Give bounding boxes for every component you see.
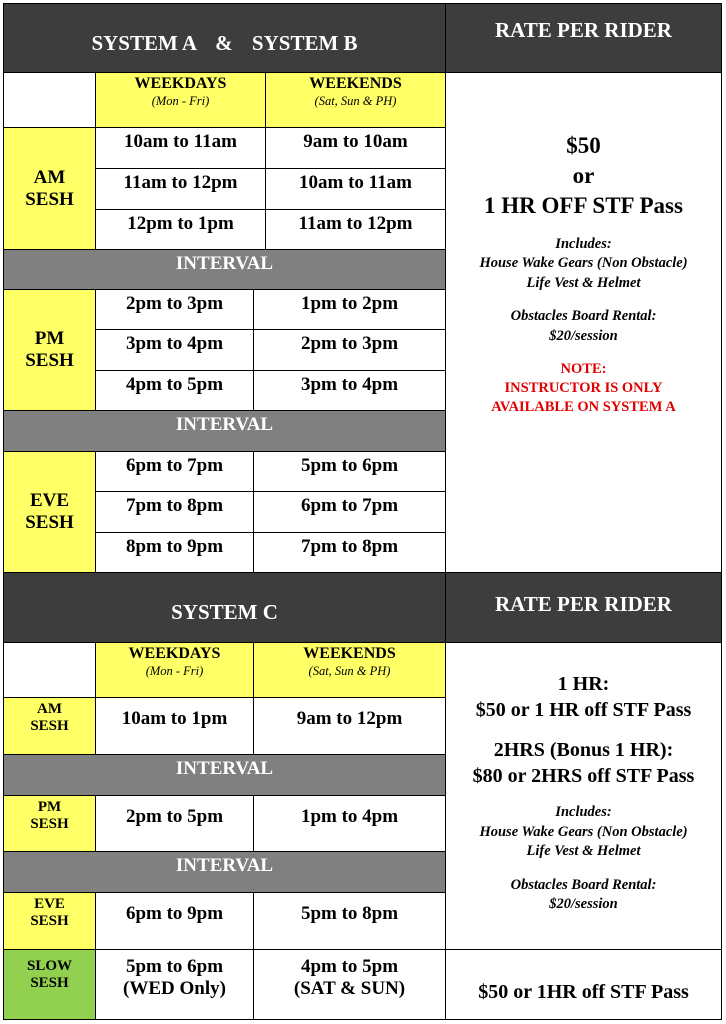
pm-weekday-slot-2: 3pm to 4pm bbox=[95, 329, 254, 371]
board-rental-label: Obstacles Board Rental: bbox=[510, 308, 657, 325]
includes-gear-2: Life Vest & Helmet bbox=[526, 274, 641, 291]
eve-sesh-label-ab: EVE SESH bbox=[3, 451, 96, 573]
interval-bar-ab-1: INTERVAL bbox=[3, 249, 446, 290]
pm-weekend-slot-3: 3pm to 4pm bbox=[253, 370, 446, 411]
slow-sesh-label-c: SLOW SESH bbox=[3, 949, 96, 1020]
eve-weekday-c: 6pm to 9pm bbox=[95, 892, 254, 950]
note-label: NOTE: bbox=[560, 361, 607, 378]
weekdays-header-ab bbox=[95, 72, 266, 128]
system-c-title: SYSTEM C bbox=[171, 600, 278, 624]
am-sesh-label-c: AM SESH bbox=[3, 697, 96, 755]
includes-label-c: Includes: bbox=[555, 804, 612, 820]
eve-weekend-slot-3: 7pm to 8pm bbox=[253, 532, 446, 573]
rate-panel-ab bbox=[445, 72, 722, 573]
slow-weekday-c: 5pm to 6pm (WED Only) bbox=[95, 949, 254, 1020]
includes-gear-1-c: House Wake Gears (Non Obstacle) bbox=[479, 823, 688, 840]
rate-header-c bbox=[445, 572, 722, 643]
pm-sesh-label-ab: PM SESH bbox=[3, 289, 96, 411]
am-weekday-slot-3: 12pm to 1pm bbox=[95, 209, 266, 250]
pm-weekend-c: 1pm to 4pm bbox=[253, 795, 446, 852]
board-rental-label-c: Obstacles Board Rental: bbox=[510, 876, 657, 893]
eve-weekday-slot-2: 7pm to 8pm bbox=[95, 491, 254, 533]
eve-weekend-slot-2: 6pm to 7pm bbox=[253, 491, 446, 533]
slow-weekend-c: 4pm to 5pm (SAT & SUN) bbox=[253, 949, 446, 1020]
blank-corner-c bbox=[3, 642, 96, 698]
rate-header-ab bbox=[445, 3, 722, 73]
eve-weekday-slot-3: 8pm to 9pm bbox=[95, 532, 254, 573]
eve-sesh-label-c: EVE SESH bbox=[3, 892, 96, 950]
am-weekday-c: 10am to 1pm bbox=[95, 697, 254, 755]
am-weekend-slot-1: 9am to 10am bbox=[265, 127, 446, 169]
pm-weekday-c: 2pm to 5pm bbox=[95, 795, 254, 852]
ampersand: & bbox=[215, 30, 233, 55]
pm-weekend-slot-1: 1pm to 2pm bbox=[253, 289, 446, 330]
pm-weekend-slot-2: 2pm to 3pm bbox=[253, 329, 446, 371]
rate-1hr-price: $50 or 1 HR off STF Pass bbox=[475, 699, 692, 721]
rate-or: or bbox=[572, 162, 595, 188]
interval-bar-c-1: INTERVAL bbox=[3, 754, 446, 796]
pm-weekday-slot-3: 4pm to 5pm bbox=[95, 370, 254, 411]
includes-gear-2-c: Life Vest & Helmet bbox=[526, 843, 641, 860]
weekends-header-ab bbox=[265, 72, 446, 128]
rate-price: $50 bbox=[566, 133, 601, 158]
weekends-label: WEEKENDS bbox=[309, 75, 402, 92]
rate-header-label: RATE PER RIDER bbox=[495, 17, 672, 42]
am-weekend-c: 9am to 12pm bbox=[253, 697, 446, 755]
am-weekday-slot-1: 10am to 11am bbox=[95, 127, 266, 169]
rate-header-label-c: RATE PER RIDER bbox=[495, 592, 672, 616]
am-sesh-label-ab: AM SESH bbox=[3, 127, 96, 250]
pm-weekday-slot-1: 2pm to 3pm bbox=[95, 289, 254, 330]
rate-pass: 1 HR OFF STF Pass bbox=[484, 192, 683, 218]
system-a-title: SYSTEM A bbox=[91, 30, 196, 55]
weekdays-sub: (Mon - Fri) bbox=[151, 93, 210, 108]
blank-corner-ab bbox=[3, 72, 96, 128]
slow-rate-price: $50 or 1HR off STF Pass bbox=[478, 981, 689, 1003]
eve-weekday-slot-1: 6pm to 7pm bbox=[95, 451, 254, 492]
interval-bar-ab-2: INTERVAL bbox=[3, 410, 446, 452]
rate-panel-c bbox=[445, 642, 722, 950]
rate-1hr-label: 1 HR: bbox=[557, 673, 610, 695]
system-ab-header bbox=[3, 3, 446, 73]
am-weekday-slot-2: 11am to 12pm bbox=[95, 168, 266, 210]
rate-2hr-label: 2HRS (Bonus 1 HR): bbox=[493, 739, 674, 761]
weekends-header-c: WEEKENDS (Sat, Sun & PH) bbox=[253, 642, 446, 698]
system-b-title: SYSTEM B bbox=[251, 30, 358, 55]
note-line-1: INSTRUCTOR IS ONLY bbox=[504, 380, 663, 397]
eve-weekend-c: 5pm to 8pm bbox=[253, 892, 446, 950]
am-weekend-slot-2: 10am to 11am bbox=[265, 168, 446, 210]
board-rental-price-c: $20/session bbox=[549, 896, 618, 913]
am-weekend-slot-3: 11am to 12pm bbox=[265, 209, 446, 250]
weekdays-header-c: WEEKDAYS (Mon - Fri) bbox=[95, 642, 254, 698]
rate-2hr-price: $80 or 2HRS off STF Pass bbox=[472, 765, 695, 787]
interval-bar-c-2: INTERVAL bbox=[3, 851, 446, 893]
eve-weekend-slot-1: 5pm to 6pm bbox=[253, 451, 446, 492]
slow-rate-c bbox=[445, 949, 722, 1020]
note-line-2: AVAILABLE ON SYSTEM A bbox=[491, 399, 676, 416]
includes-label: Includes: bbox=[555, 235, 612, 252]
board-rental-price: $20/session bbox=[549, 327, 618, 344]
system-c-header bbox=[3, 572, 446, 643]
pm-sesh-label-c: PM SESH bbox=[3, 795, 96, 852]
weekdays-label: WEEKDAYS bbox=[134, 75, 227, 92]
weekends-sub: (Sat, Sun & PH) bbox=[314, 93, 397, 108]
includes-gear-1: House Wake Gears (Non Obstacle) bbox=[479, 255, 688, 272]
